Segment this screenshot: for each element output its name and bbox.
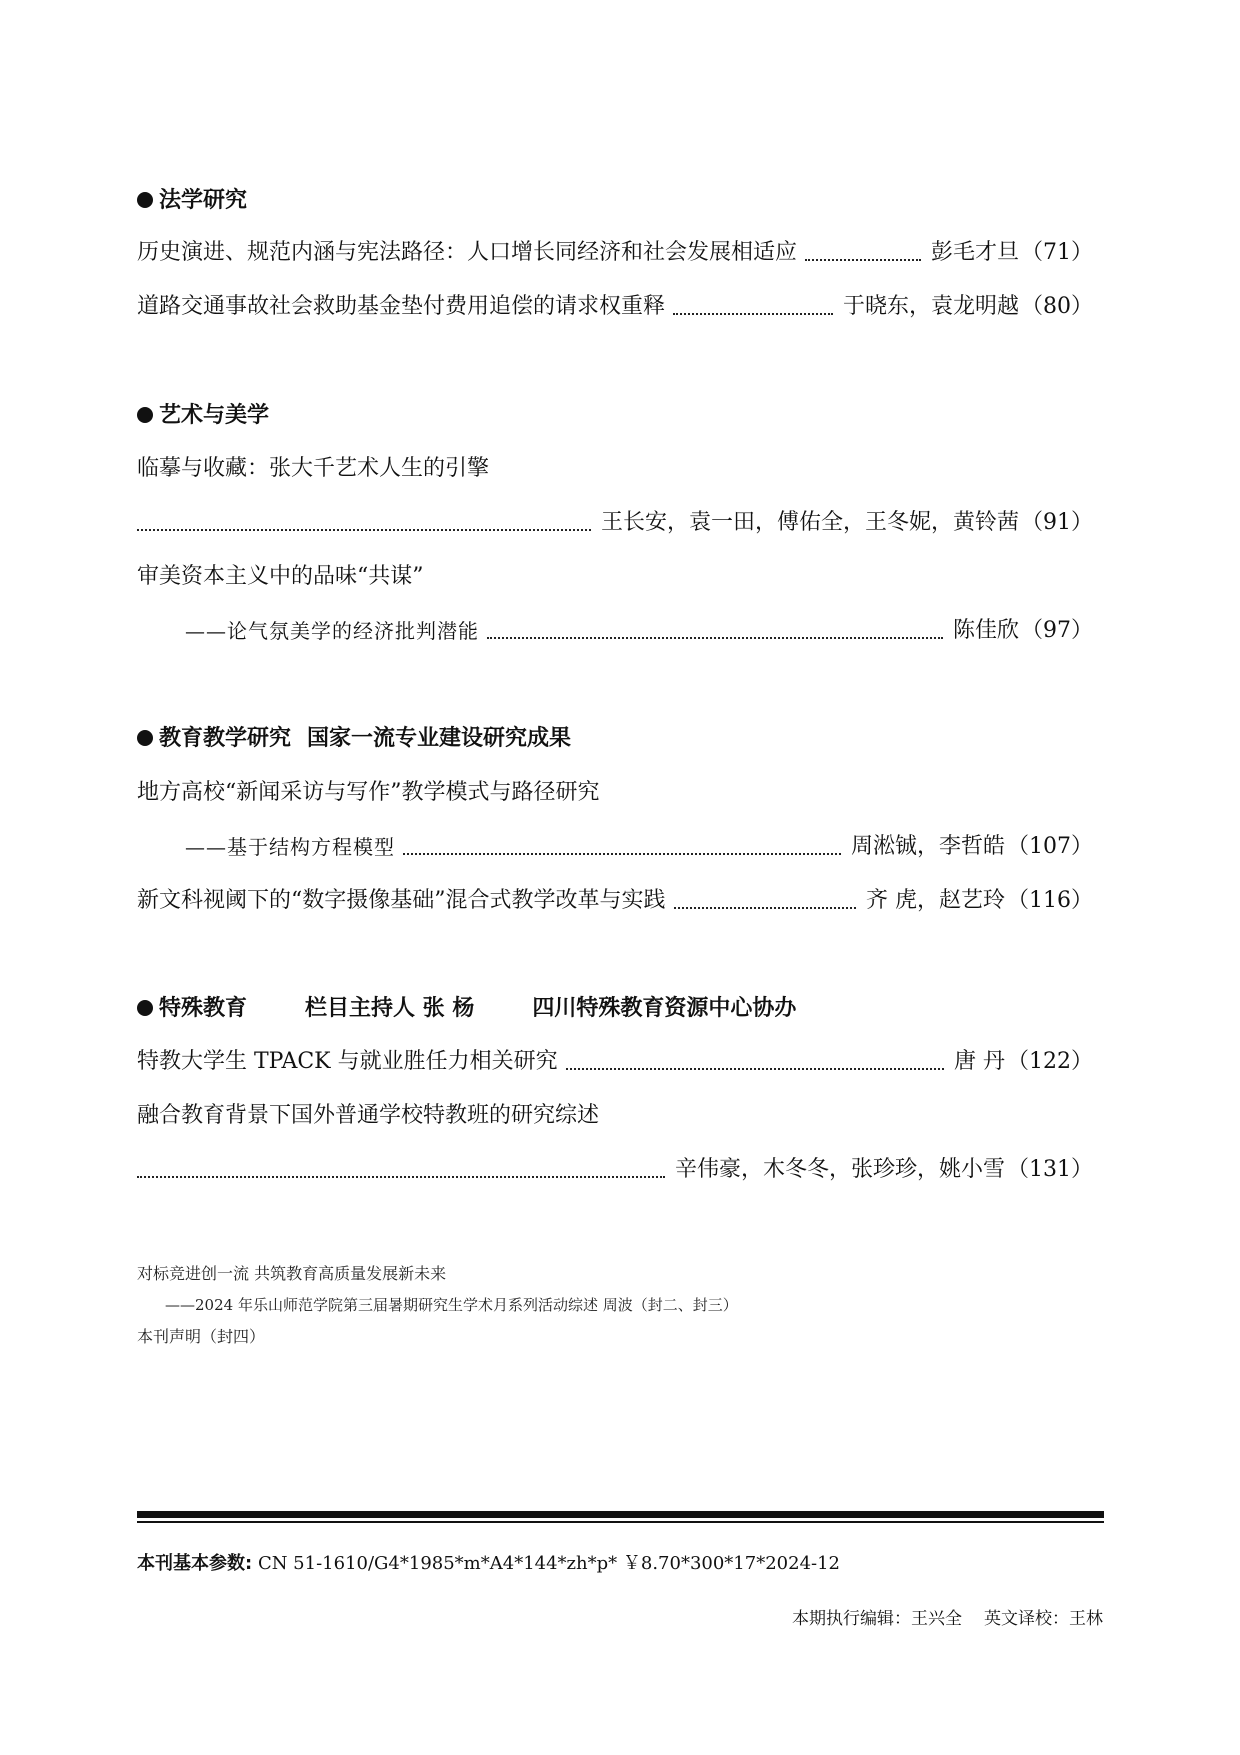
entry-page: （71） [1021, 240, 1093, 265]
toc-entry-author-line[interactable] [137, 506, 1093, 540]
entry-subtitle: ——论气氛美学的经济批判潜能 [185, 619, 479, 643]
leader-dots [673, 313, 833, 315]
toc-entry-author-line[interactable] [137, 1153, 1093, 1187]
section-heading-art: 艺术与美学 [137, 401, 269, 431]
entry-author: 齐 虎，赵艺玲 [866, 888, 1005, 913]
params-label: 本刊基本参数: [137, 1553, 253, 1574]
entry-author: 周淞铖，李哲皓 [850, 834, 1005, 859]
section-heading-education: 教育教学研究 国家一流专业建设研究成果 [137, 724, 571, 754]
entry-page: （80） [1021, 294, 1093, 319]
toc-entry-subtitle-line[interactable] [185, 830, 1093, 864]
section-host: 栏目主持人 张 杨 [305, 996, 475, 1021]
entry-page: （116） [1007, 888, 1093, 913]
executive-editor: 本期执行编辑：王兴全 [792, 1609, 962, 1629]
entry-title: 新文科视阈下的“数字摄像基础”混合式教学改革与实践 [137, 888, 666, 913]
params-value: CN 51-1610/G4*1985*m*A4*144*zh*p* ￥8.70*300*17*2024-12 [257, 1553, 841, 1574]
entry-page: （131） [1007, 1157, 1093, 1182]
divider-thick [137, 1511, 1104, 1518]
entry-page: （107） [1007, 834, 1093, 859]
leader-dots [137, 1176, 665, 1178]
leader-dots [805, 259, 921, 261]
entry-page: （91） [1021, 510, 1093, 535]
journal-parameters [137, 1551, 840, 1577]
toc-entry-title-line[interactable] [137, 1099, 1093, 1133]
entry-author: 陈佳欣 [952, 618, 1019, 643]
entry-title: 特教大学生 TPACK 与就业胜任力相关研究 [137, 1049, 558, 1074]
bullet-icon [137, 407, 153, 423]
entry-author: 彭毛才旦 [930, 240, 1019, 265]
note-statement[interactable]: 本刊声明（封四） [137, 1327, 266, 1346]
bullet-icon [137, 1000, 153, 1016]
entry-title: 融合教育背景下国外普通学校特教班的研究综述 [137, 1103, 600, 1128]
leader-dots [403, 853, 841, 855]
entry-subtitle: ——基于结构方程模型 [185, 835, 395, 859]
entry-title: 审美资本主义中的品味“共谋” [137, 564, 424, 589]
section-heading-special-education: 特殊教育 栏目主持人 张 杨 四川特殊教育资源中心协办 [137, 994, 796, 1024]
bullet-icon [137, 730, 153, 746]
toc-entry[interactable] [137, 290, 1093, 324]
note-title[interactable]: 对标竞进创一流 共筑教育高质量发展新未来 [137, 1264, 447, 1283]
entry-title: 道路交通事故社会救助基金垫付费用追偿的请求权重释 [137, 294, 666, 319]
section-subheading: 国家一流专业建设研究成果 [307, 726, 572, 751]
section-subheading: 四川特殊教育资源中心协办 [532, 996, 797, 1021]
toc-entry-title-line[interactable] [137, 776, 1093, 810]
entry-author: 王长安，袁一田，傅佑全，王冬妮，黄铃茜 [600, 510, 1019, 535]
toc-entry-title-line[interactable] [137, 452, 1093, 486]
entry-author: 辛伟豪，木冬冬，张珍珍，姚小雪 [674, 1157, 1005, 1182]
leader-dots [487, 637, 943, 639]
divider-thin [137, 1521, 1104, 1523]
leader-dots [566, 1068, 944, 1070]
toc-entry-subtitle-line[interactable] [185, 614, 1093, 648]
leader-dots [674, 907, 857, 909]
bullet-icon [137, 192, 153, 208]
section-heading-law: 法学研究 [137, 186, 247, 216]
toc-entry[interactable] [137, 884, 1093, 918]
toc-entry-title-line[interactable] [137, 560, 1093, 594]
entry-page: （122） [1007, 1049, 1093, 1074]
toc-entry[interactable] [137, 1045, 1093, 1079]
entry-author: 于晓东，袁龙明越 [842, 294, 1019, 319]
toc-entry[interactable] [137, 236, 1093, 270]
entry-title: 地方高校“新闻采访与写作”教学模式与路径研究 [137, 780, 600, 805]
note-subtitle[interactable]: ——2024 年乐山师范学院第三届暑期研究生学术月系列活动综述 周波（封二、封三） [165, 1296, 738, 1314]
english-proofreader: 英文译校：王林 [984, 1609, 1103, 1629]
entry-author: 唐 丹 [954, 1049, 1005, 1074]
editor-credits [792, 1607, 1103, 1631]
entry-title: 历史演进、规范内涵与宪法路径：人口增长同经济和社会发展相适应 [137, 240, 798, 265]
entry-page: （97） [1021, 618, 1093, 643]
entry-title: 临摹与收藏：张大千艺术人生的引擎 [137, 456, 490, 481]
leader-dots [137, 529, 591, 531]
